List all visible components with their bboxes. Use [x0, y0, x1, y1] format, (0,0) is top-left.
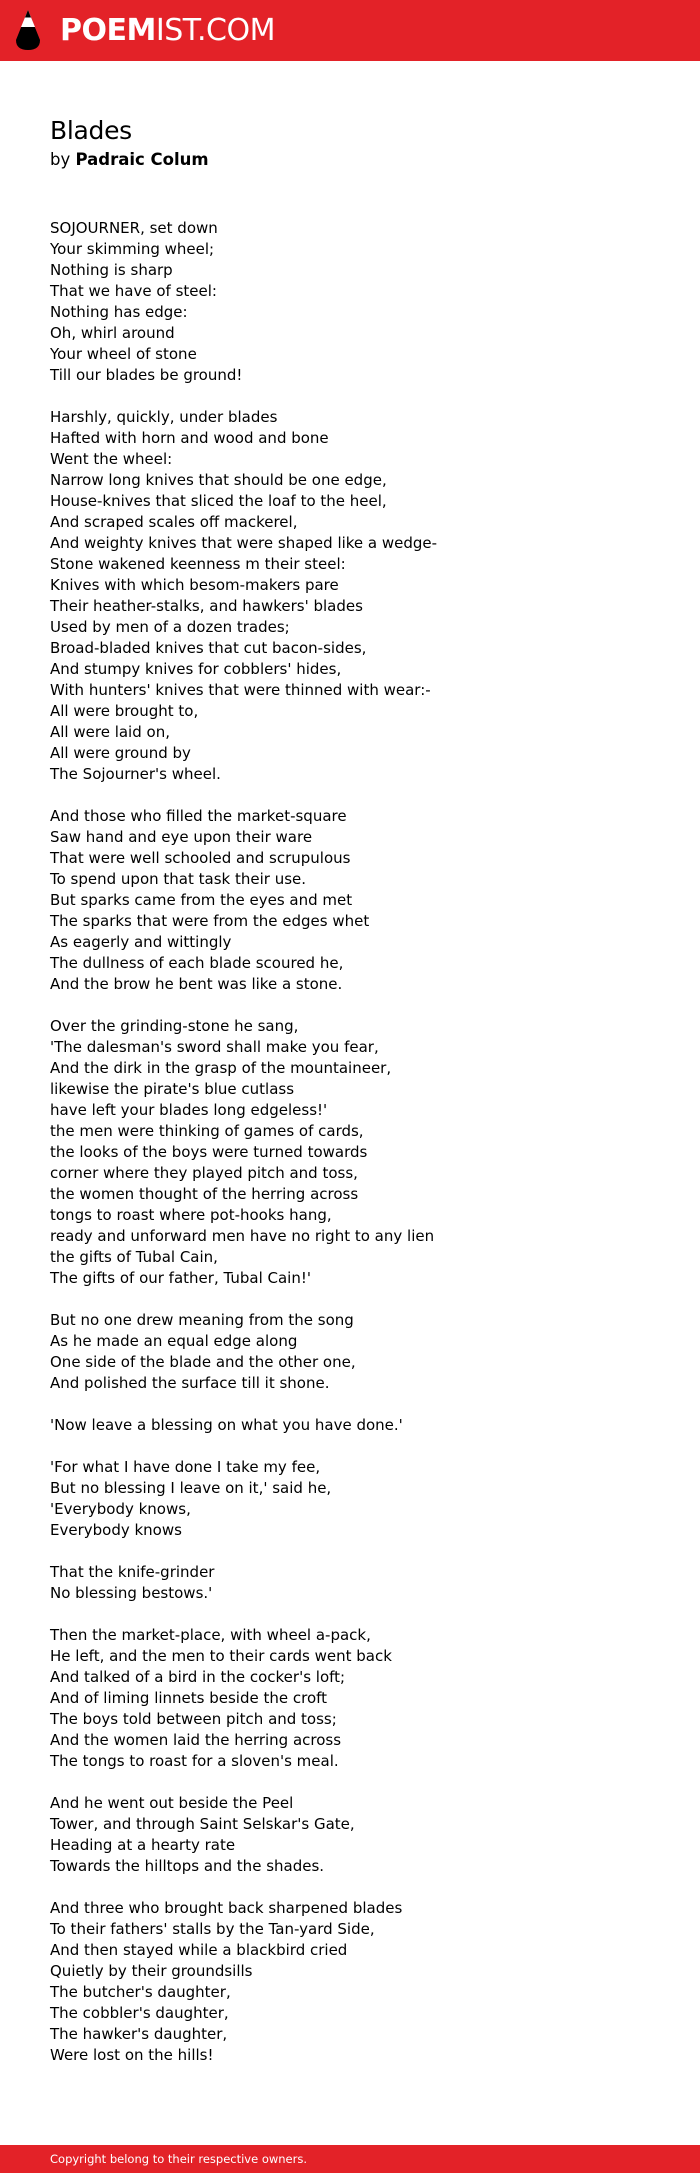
poem-line: SOJOURNER, set down	[50, 219, 218, 237]
poem-line: And the women laid the herring across	[50, 1731, 342, 1749]
poem-stanza	[50, 1457, 650, 1541]
poem-line: To spend upon that task their use.	[50, 870, 307, 888]
poem-line: That the knife-grinder	[50, 1563, 215, 1581]
byline-prefix: by	[50, 150, 71, 169]
poem-line: All were brought to,	[50, 702, 199, 720]
poem-line: The butcher's daughter,	[50, 1983, 231, 2001]
poem-stanza	[50, 218, 650, 386]
poem-line: As eagerly and wittingly	[50, 933, 232, 951]
poem-line: Tower, and through Saint Selskar's Gate,	[50, 1815, 355, 1833]
poem-heading	[50, 114, 650, 172]
poem-line: Nothing is sharp	[50, 261, 173, 279]
poem-stanza	[50, 1898, 650, 2066]
poem-line: Nothing has edge:	[50, 303, 188, 321]
poem-line: likewise the pirate's blue cutlass	[50, 1080, 295, 1098]
poem-line: corner where they played pitch and toss,	[50, 1164, 358, 1182]
poem-title: Blades	[50, 116, 132, 145]
poem-line: And the dirk in the grasp of the mountaineer,	[50, 1059, 392, 1077]
poem-line: Broad-bladed knives that cut bacon-sides,	[50, 639, 367, 657]
poem-line: Knives with which besom-makers pare	[50, 576, 339, 594]
poem-line: And talked of a bird in the cocker's loft;	[50, 1668, 346, 1686]
poem-line: That were well schooled and scrupulous	[50, 849, 351, 867]
poem-line: Their heather-stalks, and hawkers' blades	[50, 597, 363, 615]
poem-line: And stumpy knives for cobblers' hides,	[50, 660, 342, 678]
poem-line: the looks of the boys were turned towards	[50, 1143, 368, 1161]
poem-stanza	[50, 806, 650, 995]
poem-stanza	[50, 1016, 650, 1289]
poem-line: And he went out beside the Peel	[50, 1794, 294, 1812]
poem-line: But no blessing I leave on it,' said he,	[50, 1479, 332, 1497]
poem-line: Your skimming wheel;	[50, 240, 215, 258]
poem-line: Quietly by their groundsills	[50, 1962, 253, 1980]
poem-line: Your wheel of stone	[50, 345, 197, 363]
poem-line: The sparks that were from the edges whet	[50, 912, 370, 930]
poem-line: the men were thinking of games of cards,	[50, 1122, 364, 1140]
poem-line: have left your blades long edgeless!'	[50, 1101, 328, 1119]
poem-line: 'For what I have done I take my fee,	[50, 1458, 321, 1476]
poem-line: And those who filled the market-square	[50, 807, 347, 825]
poem-line: One side of the blade and the other one,	[50, 1353, 356, 1371]
poem-line: Went the wheel:	[50, 450, 173, 468]
poem-line: As he made an equal edge along	[50, 1332, 298, 1350]
poem-line: That we have of steel:	[50, 282, 217, 300]
poem-line: And three who brought back sharpened blades	[50, 1899, 403, 1917]
site-logo-text	[60, 10, 275, 52]
poem-line: tongs to roast where pot-hooks hang,	[50, 1206, 332, 1224]
site-header	[0, 0, 700, 61]
poem-line: He left, and the men to their cards went back	[50, 1647, 392, 1665]
poem-line: The Sojourner's wheel.	[50, 765, 221, 783]
poem-line: And weighty knives that were shaped like a wedge-	[50, 534, 438, 552]
poem-line: The gifts of our father, Tubal Cain!'	[50, 1269, 311, 1287]
poem-author[interactable]: Padraic Colum	[75, 150, 209, 169]
site-footer	[0, 2145, 700, 2173]
poem-line: The cobbler's daughter,	[50, 2004, 229, 2022]
copyright-notice: Copyright belong to their respective owners.	[50, 2152, 308, 2166]
poem-line: The dullness of each blade scoured he,	[50, 954, 344, 972]
poem-line: Everybody knows	[50, 1521, 182, 1539]
poem-line: All were laid on,	[50, 723, 170, 741]
site-logo[interactable]	[14, 10, 275, 52]
poem-line: 'Everybody knows,	[50, 1500, 191, 1518]
poem-line: But sparks came from the eyes and met	[50, 891, 353, 909]
poem-line: But no one drew meaning from the song	[50, 1311, 354, 1329]
poem-line: 'Now leave a blessing on what you have done.'	[50, 1416, 403, 1434]
poem-line: 'The dalesman's sword shall make you fear,	[50, 1038, 379, 1056]
poem-line: And then stayed while a blackbird cried	[50, 1941, 348, 1959]
poem-line: House-knives that sliced the loaf to the heel,	[50, 492, 387, 510]
poem-line: Hafted with horn and wood and bone	[50, 429, 329, 447]
poem-line: All were ground by	[50, 744, 191, 762]
poem-line: Were lost on the hills!	[50, 2046, 214, 2064]
poem-line: The tongs to roast for a sloven's meal.	[50, 1752, 339, 1770]
poem-line: Then the market-place, with wheel a-pack,	[50, 1626, 371, 1644]
poem-line: Used by men of a dozen trades;	[50, 618, 290, 636]
poem-byline	[50, 148, 650, 172]
poem-line: And polished the surface till it shone.	[50, 1374, 330, 1392]
poem-line: the gifts of Tubal Cain,	[50, 1248, 218, 1266]
poem-stanza	[50, 1562, 650, 1604]
poem-line: ready and unforward men have no right to any lien	[50, 1227, 435, 1245]
poem-line: Stone wakened keenness m their steel:	[50, 555, 346, 573]
poem-stanza	[50, 1793, 650, 1877]
poem-line: Over the grinding-stone he sang,	[50, 1017, 299, 1035]
poem-line: And the brow he bent was like a stone.	[50, 975, 343, 993]
poem-line: With hunters' knives that were thinned with wear:-	[50, 681, 431, 699]
poem-line: And scraped scales off mackerel,	[50, 513, 298, 531]
poem-line: No blessing bestows.'	[50, 1584, 213, 1602]
poem-line: Heading at a hearty rate	[50, 1836, 236, 1854]
poem-line: Towards the hilltops and the shades.	[50, 1857, 325, 1875]
poem-line: Harshly, quickly, under blades	[50, 408, 278, 426]
poem-line: And of liming linnets beside the croft	[50, 1689, 328, 1707]
poem-stanza	[50, 1415, 650, 1436]
poem-line: The boys told between pitch and toss;	[50, 1710, 337, 1728]
logo-text-light: IST.COM	[155, 13, 275, 48]
poem-stanza	[50, 407, 650, 785]
poem-line: the women thought of the herring across	[50, 1185, 359, 1203]
poem-line: The hawker's daughter,	[50, 2025, 228, 2043]
poem-line: Narrow long knives that should be one edge,	[50, 471, 387, 489]
poem-line: To their fathers' stalls by the Tan-yard Side,	[50, 1920, 375, 1938]
logo-text-bold: POEM	[60, 13, 156, 48]
pencil-tip-icon	[14, 10, 42, 52]
poem-stanza	[50, 1625, 650, 1772]
poem-line: Till our blades be ground!	[50, 366, 243, 384]
poem-stanza	[50, 1310, 650, 1394]
poem-line: Saw hand and eye upon their ware	[50, 828, 313, 846]
poem-line: Oh, whirl around	[50, 324, 175, 342]
poem-body	[50, 218, 650, 2087]
